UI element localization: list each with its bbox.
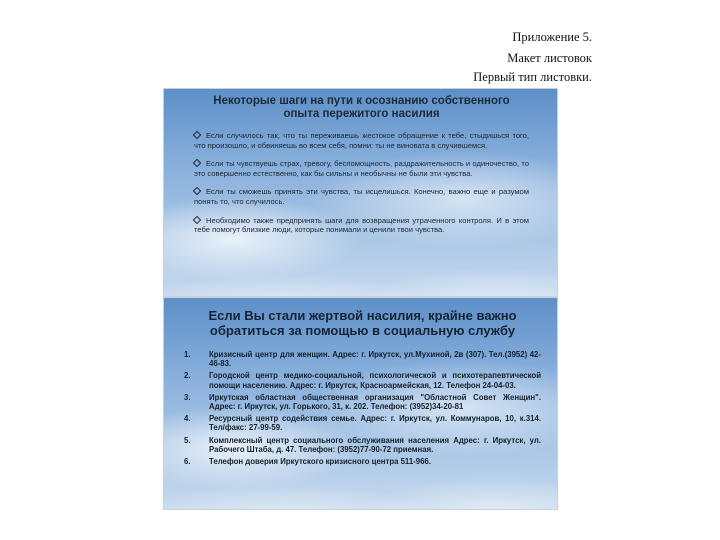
diamond-bullet-icon xyxy=(193,131,201,139)
list-item: Если случилось так, что ты переживаешь жестокое обращение к тебе, стыдишься того, что произошло, и обвиняешь во всем себя, помни: ты не виновата в случившемся. xyxy=(194,131,529,150)
leaflet-panel-services xyxy=(163,297,558,510)
services-list xyxy=(184,350,541,466)
list-item: Необходимо также предпринять шаги для возвращения утраченного контроля. И в этом тебе помогут близкие люди, которые понимали и ценили твои чувства. xyxy=(194,215,529,235)
list-item: 1. Кризисный центр для женщин. Адрес: г. Иркутск, ул.Мухиной, 2в (307). Тел.(3952) 42-46-83. xyxy=(184,350,541,369)
diamond-bullet-icon xyxy=(193,187,201,195)
list-item: 5. Комплексный центр социального обслуживания населения Адрес: г. Иркутск, ул. Рабочего Штаба, д. 47. Телефон: (3952)77-90-72 приемная. xyxy=(184,435,541,454)
appendix-label: Приложение 5. xyxy=(512,30,592,44)
list-item: 2. Городской центр медико-социальной, психологической и психотерапевтической помощи населению. Адрес: г. Иркутск, Красноармейская, 12. Телефон 24-04-03. xyxy=(184,371,541,390)
steps-list xyxy=(194,131,529,235)
leaflet-panel-steps xyxy=(163,88,558,297)
list-item: Если ты сможешь принять эти чувства, ты исцелишься. Конечно, важно еще и разумом понять то, что случилось. xyxy=(194,187,529,206)
steps-title: Некоторые шаги на пути к осознанию собственного опыта пережитого насилия xyxy=(213,95,510,120)
services-title: Если Вы стали жертвой насилия, крайне важно обратиться за помощью в социальную службу xyxy=(208,308,517,338)
layout-label: Макет листовок xyxy=(507,51,592,65)
diamond-bullet-icon xyxy=(193,159,201,167)
list-item: 3. Иркутская областная общественная организация "Областной Совет Женщин". Адрес: г. Иркутск, ул. Горького, 31, к. 202. Телефон: (3952)34-20-81 xyxy=(184,392,541,412)
leaflet-type-label: Первый тип листовки. xyxy=(473,70,592,84)
list-item: 6. Телефон доверия Иркутского кризисного центра 511-966. xyxy=(184,457,431,467)
list-item: 4. Ресурсный центр содействия семье. Адрес: г. Иркутск, ул. Коммунаров, 10, к.314. Тел/факс: 27-99-59. xyxy=(184,414,541,433)
diamond-bullet-icon xyxy=(193,215,201,223)
list-item: Если ты чувствуешь страх, тревогу, беспомощность, раздражительность и одиночество, то это совершенно естественно, как бы сильны и необычны не были эти чувства. xyxy=(194,159,529,178)
